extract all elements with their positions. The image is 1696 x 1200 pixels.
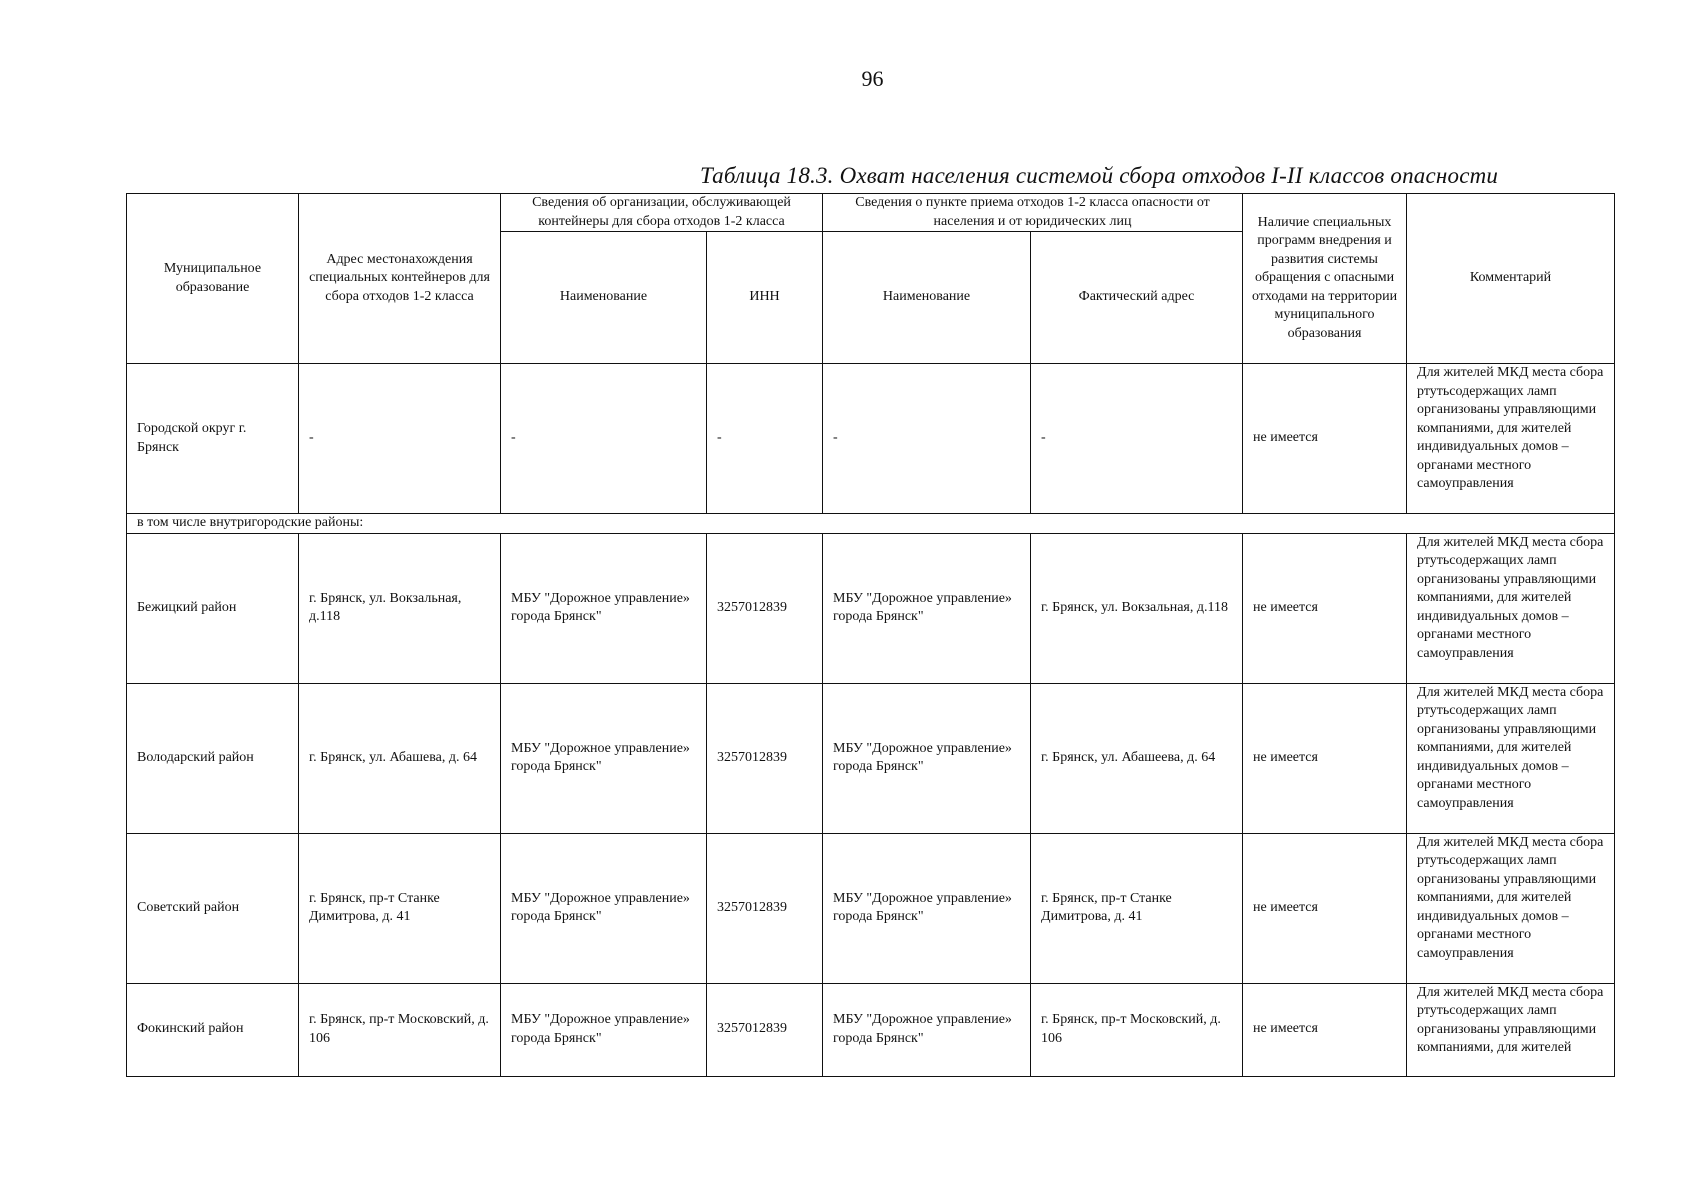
waste-collection-table [126, 193, 1615, 1077]
cell-point-address: г. Брянск, пр-т Московский, д. 106 [1031, 983, 1243, 1076]
cell-address: г. Брянск, пр-т Московский, д. 106 [299, 983, 501, 1076]
cell-programs: не имеется [1243, 364, 1407, 514]
table-row-district [127, 983, 1615, 1076]
cell-point-address: г. Брянск, пр-т Станке Димитрова, д. 41 [1031, 833, 1243, 983]
cell-comment: Для жителей МКД места сбора ртутьсодержащих ламп организованы управляющими компаниями, для жителей индивидуальных домов – органами местного самоуправления [1407, 833, 1615, 983]
header-organization-group: Сведения об организации, обслуживающей контейнеры для сбора отходов 1-2 класса [501, 194, 823, 232]
cell-municipality: Городской округ г. Брянск [127, 364, 299, 514]
page-number: 96 [861, 66, 884, 91]
table-caption: Таблица 18.3. Охват населения системой сбора отходов I-II классов опасности [700, 163, 1499, 188]
cell-point-address: - [1031, 364, 1243, 514]
cell-organization-name: МБУ "Дорожное управление» города Брянск" [501, 683, 707, 833]
cell-inn: - [707, 364, 823, 514]
header-programs: Наличие специальных программ внедрения и развития системы обращения с опасными отходами на территории муниципального образования [1243, 194, 1407, 364]
cell-organization-name: МБУ "Дорожное управление» города Брянск" [501, 833, 707, 983]
cell-programs: не имеется [1243, 533, 1407, 683]
cell-comment: Для жителей МКД места сбора ртутьсодержащих ламп организованы управляющими компаниями, для жителей индивидуальных домов – органами местного самоуправления [1407, 533, 1615, 683]
table-row-district [127, 833, 1615, 983]
header-point-address: Фактический адрес [1031, 232, 1243, 364]
cell-programs: не имеется [1243, 683, 1407, 833]
header-organization-name: Наименование [501, 232, 707, 364]
table-row-district [127, 533, 1615, 683]
cell-point-address: г. Брянск, ул. Абашеева, д. 64 [1031, 683, 1243, 833]
cell-point-name: МБУ "Дорожное управление» города Брянск" [823, 533, 1031, 683]
cell-inn: 3257012839 [707, 683, 823, 833]
cell-municipality: Советский район [127, 833, 299, 983]
header-address: Адрес местонахождения специальных контейнеров для сбора отходов 1-2 класса [299, 194, 501, 364]
cell-organization-name: МБУ "Дорожное управление» города Брянск" [501, 533, 707, 683]
cell-organization-name: МБУ "Дорожное управление» города Брянск" [501, 983, 707, 1076]
cell-municipality: Фокинский район [127, 983, 299, 1076]
table-subheading-row [127, 514, 1615, 534]
cell-address: г. Брянск, ул. Вокзальная, д.118 [299, 533, 501, 683]
cell-inn: 3257012839 [707, 833, 823, 983]
cell-municipality: Бежицкий район [127, 533, 299, 683]
cell-point-address: г. Брянск, ул. Вокзальная, д.118 [1031, 533, 1243, 683]
header-municipality: Муниципальное образование [127, 194, 299, 364]
cell-address: г. Брянск, ул. Абашева, д. 64 [299, 683, 501, 833]
cell-organization-name: - [501, 364, 707, 514]
cell-programs: не имеется [1243, 983, 1407, 1076]
header-collection-point-group: Сведения о пункте приема отходов 1-2 класса опасности от населения и от юридических лиц [823, 194, 1243, 232]
cell-point-name: МБУ "Дорожное управление» города Брянск" [823, 833, 1031, 983]
table-row-district [127, 683, 1615, 833]
cell-point-name: - [823, 364, 1031, 514]
cell-comment: Для жителей МКД места сбора ртутьсодержащих ламп организованы управляющими компаниями, для жителей [1407, 983, 1615, 1076]
cell-address: г. Брянск, пр-т Станке Димитрова, д. 41 [299, 833, 501, 983]
cell-comment: Для жителей МКД места сбора ртутьсодержащих ламп организованы управляющими компаниями, для жителей индивидуальных домов – органами местного самоуправления [1407, 364, 1615, 514]
cell-comment: Для жителей МКД места сбора ртутьсодержащих ламп организованы управляющими компаниями, для жителей индивидуальных домов – органами местного самоуправления [1407, 683, 1615, 833]
cell-programs: не имеется [1243, 833, 1407, 983]
cell-point-name: МБУ "Дорожное управление» города Брянск" [823, 683, 1031, 833]
cell-inn: 3257012839 [707, 533, 823, 683]
cell-address: - [299, 364, 501, 514]
cell-municipality: Володарский район [127, 683, 299, 833]
header-inn: ИНН [707, 232, 823, 364]
header-comment: Комментарий [1407, 194, 1615, 364]
header-point-name: Наименование [823, 232, 1031, 364]
table-row-city [127, 364, 1615, 514]
cell-point-name: МБУ "Дорожное управление» города Брянск" [823, 983, 1031, 1076]
subheading-districts: в том числе внутригородские районы: [127, 514, 1615, 534]
cell-inn: 3257012839 [707, 983, 823, 1076]
